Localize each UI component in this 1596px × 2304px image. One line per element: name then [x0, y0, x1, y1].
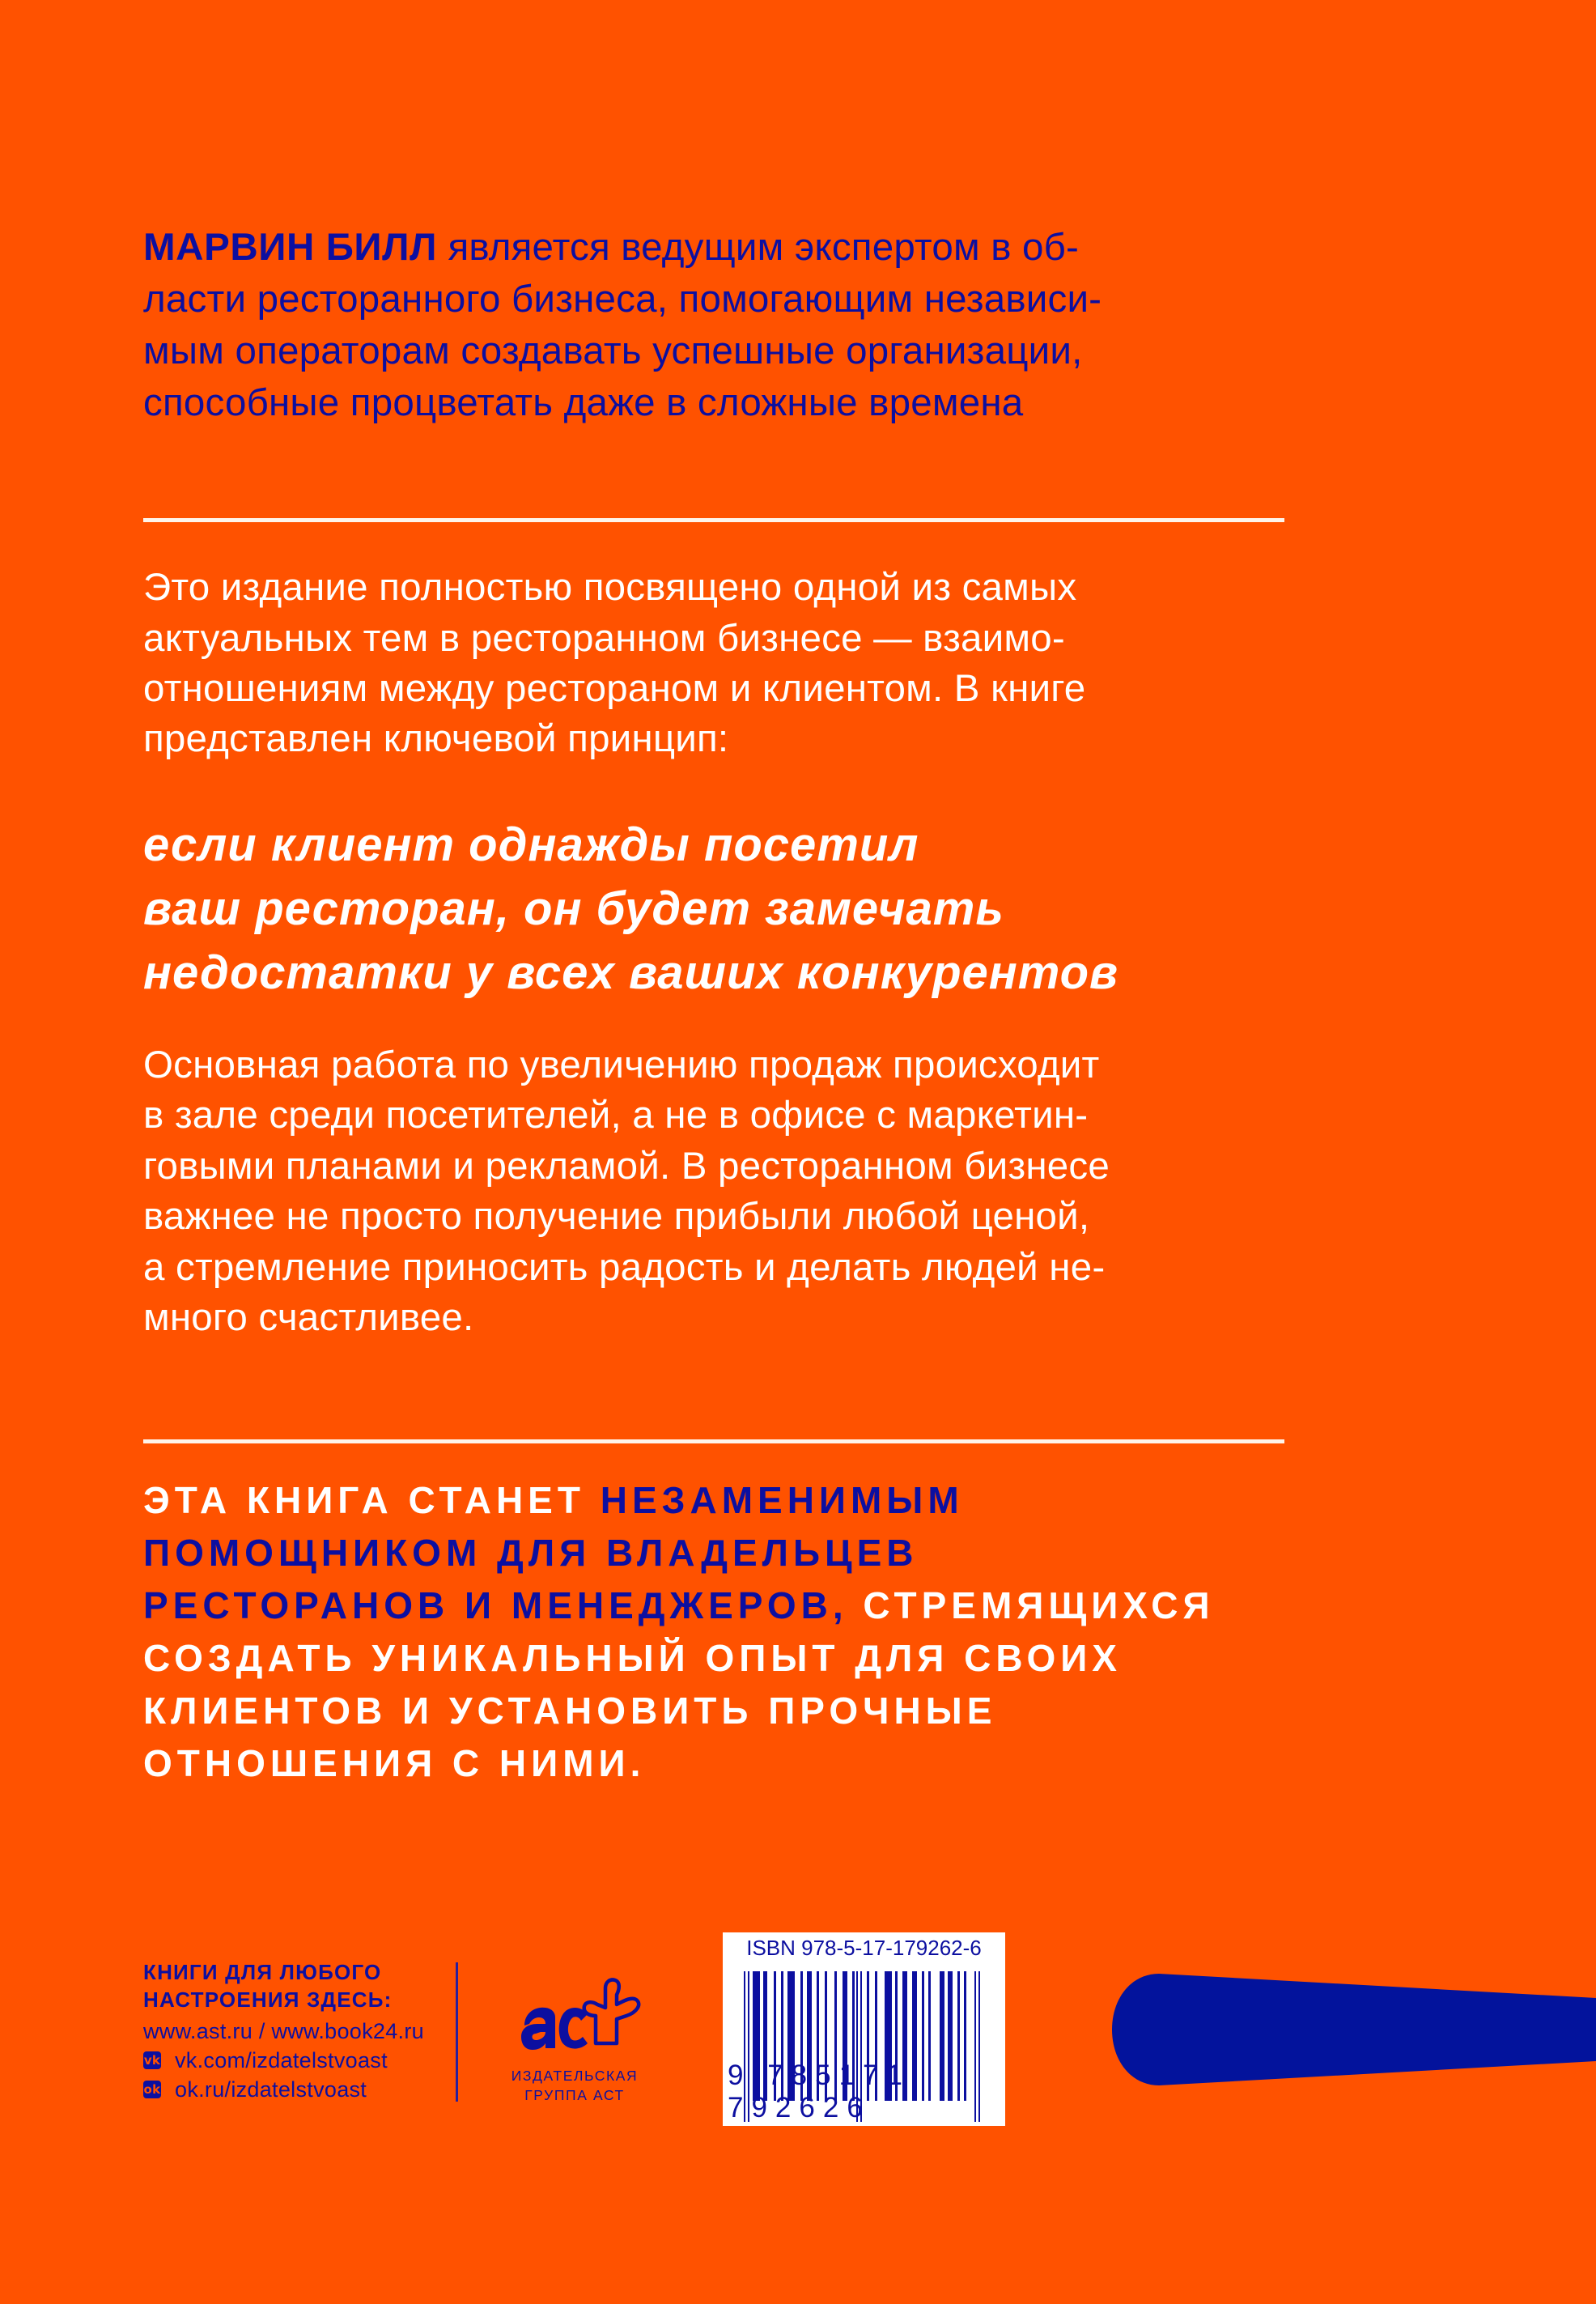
body-line-6: много счастливее.: [143, 1296, 474, 1339]
principle-line-2: ваш ресторан, он будет замечать: [143, 882, 1004, 935]
ok-link-label: ok.ru/izdatelstvoast: [175, 2077, 367, 2102]
author-bio-text: является ведущим экспертом в об-: [437, 226, 1080, 269]
callout-line-1: [143, 1474, 964, 1527]
author-bio-line-1: [143, 222, 1079, 274]
ok-icon: ok: [143, 2082, 161, 2097]
principle-line-1: если клиент однажды посетил: [143, 818, 919, 871]
author-bio-line-2: ласти ресторанного бизнеса, помогающим независи-: [143, 278, 1102, 321]
intro-line-4: представлен ключевой принцип:: [143, 717, 729, 760]
author-name: МАРВИН БИЛЛ: [143, 226, 438, 269]
vk-link-label: vk.com/izdatelstvoast: [175, 2048, 388, 2072]
callout-highlight: РЕСТОРАНОВ И МЕНЕДЖЕРОВ,: [143, 1584, 848, 1626]
author-bio-line-3: мым операторам создавать успешные организации,: [143, 329, 1083, 372]
publisher-logo: [478, 1959, 672, 2113]
callout-highlight: НЕЗАМЕНИМЫМ: [600, 1479, 964, 1521]
ast-logo-icon: [478, 1959, 672, 2064]
section-divider-2: [143, 1439, 1284, 1443]
footer-vertical-divider: [456, 1962, 458, 2102]
callout-line-5: КЛИЕНТОВ И УСТАНОВИТЬ ПРОЧНЫЕ: [143, 1690, 997, 1732]
intro-line-2: актуальных тем в ресторанном бизнесе — взаимо-: [143, 617, 1065, 660]
vk-icon: vk: [143, 2053, 161, 2068]
publisher-name-line-1: ИЗДАТЕЛЬСКАЯ: [511, 2068, 639, 2084]
ok-link[interactable]: [143, 2075, 424, 2104]
body-line-5: а стремление приносить радость и делать людей не-: [143, 1246, 1106, 1289]
callout-line-4: СОЗДАТЬ УНИКАЛЬНЫЙ ОПЫТ ДЛЯ СВОИХ: [143, 1637, 1122, 1679]
body-line-2: в зале среди посетителей, а не в офисе с маркетин-: [143, 1094, 1089, 1137]
author-bio-line-4: способные процветать даже в сложные времена: [143, 381, 1024, 424]
callout-text-white: ЭТА КНИГА СТАНЕТ: [143, 1479, 601, 1521]
footer-heading-line-1: КНИГИ ДЛЯ ЛЮБОГО: [143, 1960, 382, 1984]
callout-line-6: ОТНОШЕНИЯ С НИМИ.: [143, 1742, 646, 1784]
callout-line-2: [143, 1527, 919, 1579]
section-divider-1: [143, 518, 1284, 522]
callout-line-3: [143, 1579, 1215, 1632]
callout-highlight: ПОМОЩНИКОМ ДЛЯ ВЛАДЕЛЬЦЕВ: [143, 1532, 919, 1574]
intro-line-3: отношениям между рестораном и клиентом. В книге: [143, 667, 1086, 710]
ean-digits: 9 785171 792626: [728, 2060, 910, 2123]
isbn-label: ISBN 978-5-17-179262-6: [746, 1936, 982, 1960]
isbn-barcode: [723, 1932, 1005, 2126]
intro-line-1: Это издание полностью посвящено одной из самых: [143, 566, 1077, 609]
body-line-3: говыми планами и рекламой. В ресторанном бизнесе: [143, 1145, 1110, 1188]
callout-text-white: СТРЕМЯЩИХСЯ: [847, 1584, 1215, 1626]
decorative-tapered-shape-icon: [1101, 1943, 1596, 2121]
body-line-4: важнее не просто получение прибыли любой ценой,: [143, 1195, 1090, 1238]
vk-link[interactable]: [143, 2046, 424, 2075]
body-line-1: Основная работа по увеличению продаж происходит: [143, 1044, 1100, 1086]
principle-line-3: недостатки у всех ваших конкурентов: [143, 946, 1119, 999]
footer-heading-line-2: НАСТРОЕНИЯ ЗДЕСЬ:: [143, 1987, 393, 2012]
footer-links: [143, 1958, 424, 2104]
footer-websites-link[interactable]: www.ast.ru / www.book24.ru: [143, 2019, 424, 2043]
publisher-name-line-2: ГРУППА АСТ: [524, 2087, 625, 2103]
